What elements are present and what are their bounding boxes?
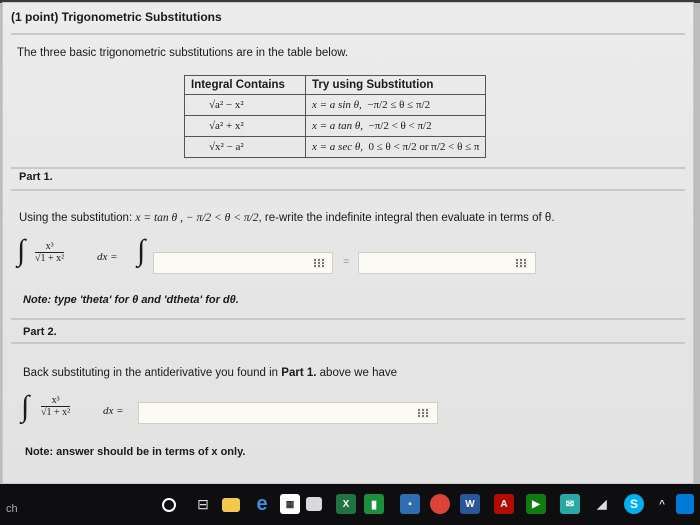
file-explorer-icon[interactable]	[222, 498, 240, 512]
table-cell-integral: √a² − x²	[185, 95, 306, 116]
shopping-icon[interactable]: ▮	[364, 494, 384, 514]
divider	[11, 318, 685, 320]
part2-note: Note: answer should be in terms of x only.	[25, 446, 246, 458]
word-icon[interactable]: W	[460, 494, 480, 514]
table-cell-substitution: x = a sec θ, 0 ≤ θ < π/2 or π/2 < θ ≤ π	[306, 137, 486, 158]
divider	[11, 167, 685, 169]
taskbar	[0, 484, 700, 525]
part1-note: Note: type 'theta' for θ and 'dtheta' for dθ.	[23, 294, 239, 306]
divider	[11, 33, 685, 35]
integral-sign: ∫	[137, 234, 146, 267]
chevron-up-icon[interactable]: ^	[659, 498, 665, 510]
part1-answer-input-1[interactable]	[153, 252, 333, 274]
chrome-icon[interactable]	[430, 494, 450, 514]
table-cell-substitution: x = a tan θ, −π/2 < θ < π/2	[306, 116, 486, 137]
equals-sign: =	[343, 256, 350, 268]
table-header-integral: Integral Contains	[185, 76, 306, 95]
intro-text: The three basic trigonometric substitutions are in the table below.	[17, 47, 349, 59]
part2-label: Part 2.	[23, 326, 57, 338]
part1-answer-input-2[interactable]	[358, 252, 536, 274]
mail-icon[interactable]	[306, 497, 322, 511]
differential: dx =	[97, 251, 118, 263]
table-header-substitution: Try using Substitution	[306, 76, 486, 95]
divider	[11, 342, 685, 344]
equation-editor-icon[interactable]	[516, 258, 528, 268]
store-icon[interactable]: ▦	[280, 494, 300, 514]
problem-page	[2, 2, 694, 484]
substitution-table	[184, 75, 486, 158]
photos-icon[interactable]: ▪	[400, 494, 420, 514]
differential: dx =	[103, 405, 124, 417]
media-icon[interactable]: ▶	[526, 494, 546, 514]
problem-title: (1 point) Trigonometric Substitutions	[11, 10, 222, 24]
integral-sign: ∫	[21, 390, 30, 423]
part2-answer-input[interactable]	[138, 402, 438, 424]
cortana-icon[interactable]	[162, 498, 176, 512]
table-cell-substitution: x = a sin θ, −π/2 ≤ θ ≤ π/2	[306, 95, 486, 116]
wifi-icon[interactable]: ◢	[597, 497, 607, 511]
table-cell-integral: √x² − a²	[185, 137, 306, 158]
integrand-fraction: $\frac{\text{x³}}{\text{√1 + x²}}$	[35, 241, 65, 264]
integral-sign: ∫	[17, 234, 26, 267]
skype-icon[interactable]: S	[624, 494, 644, 514]
edge-icon[interactable]: e	[256, 492, 268, 515]
equation-editor-icon[interactable]	[314, 258, 326, 268]
integrand-fraction: $\frac{\text{x³}}{\text{√1 + x²}}$	[41, 395, 71, 418]
app-icon[interactable]	[676, 494, 694, 514]
divider	[11, 189, 685, 191]
search-text[interactable]: ch	[6, 503, 18, 515]
part2-instruction: Back substituting in the antiderivative you found in Part 1. above we have	[23, 367, 398, 379]
acrobat-icon[interactable]: A	[494, 494, 514, 514]
part1-label: Part 1.	[19, 171, 53, 183]
table-cell-integral: √a² + x²	[185, 116, 306, 137]
mail2-icon[interactable]: ✉	[560, 494, 580, 514]
task-view-icon[interactable]: ⊟	[197, 495, 209, 512]
part1-integral-expression	[15, 234, 165, 287]
equation-editor-icon[interactable]	[418, 408, 430, 418]
excel-icon[interactable]: X	[336, 494, 356, 514]
part1-instruction: Using the substitution: x = tan θ , − π/2 < θ < π/2, re-write the indefinite integral then evaluate in terms of θ.	[19, 212, 555, 224]
